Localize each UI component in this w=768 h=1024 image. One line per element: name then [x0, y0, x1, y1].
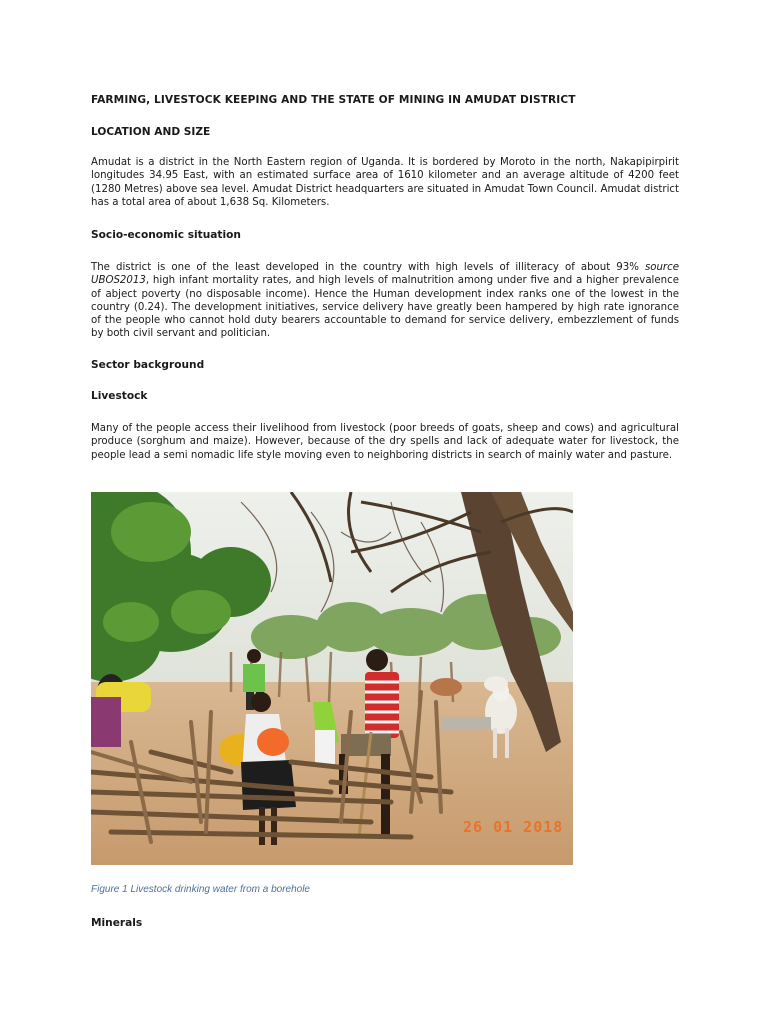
heading-location-size: LOCATION AND SIZE [91, 126, 211, 138]
heading-socio-economic: Socio-economic situation [91, 229, 241, 241]
paragraph-livestock: Many of the people access their livelihood from livestock (poor breeds of goats, sheep and cows) and agricultural produce (sorghum and maize). However, because of the dry spells and lack of adequate water for livestock, the people lead a semi nomadic life style moving even to neighboring districts in search of mainly water and pasture. [91, 423, 679, 461]
heading-livestock: Livestock [91, 390, 148, 402]
socio-source-citation: source UBOS2013 [91, 262, 679, 287]
socio-text-start: The district is one of the least developed in the country with high levels of illiteracy of about 93% [91, 262, 645, 273]
document-title: FARMING, LIVESTOCK KEEPING AND THE STATE OF MINING IN AMUDAT DISTRICT [91, 94, 576, 106]
figure-livestock-photo [91, 492, 573, 865]
paragraph-location: Amudat is a district in the North Eastern region of Uganda. It is bordered by Moroto in the north, Nakapipirpirit longitudes 34.95 East, with an estimated surface area of 1610 kilometer and an average altitude of 4200 feet (1280 Metres) above sea level. Amudat District headquarters are situated in Amudat Town Council. Amudat district has a total area of about 1,638 Sq. Kilometers. [91, 157, 679, 208]
photo-date-stamp: 26 01 2018 [463, 818, 564, 836]
heading-minerals: Minerals [91, 917, 143, 929]
socio-text-end: , high infant mortality rates, and high levels of malnutrition among under five and a higher prevalence of abject poverty (no disposable income). Hence the Human development index ranks one of the lowest in the country (0.24). The development initiatives, service delivery have greatly been hampered by high rate ignorance of the people who cannot hold duty bearers accountable to demand for service delivery, embezzlement of funds by both civil servant and politician. [91, 275, 679, 340]
figure-caption: Figure 1 Livestock drinking water from a borehole [91, 884, 310, 895]
paragraph-socio-economic [91, 261, 679, 341]
photo-illustration [91, 492, 573, 865]
heading-sector-background: Sector background [91, 359, 205, 371]
